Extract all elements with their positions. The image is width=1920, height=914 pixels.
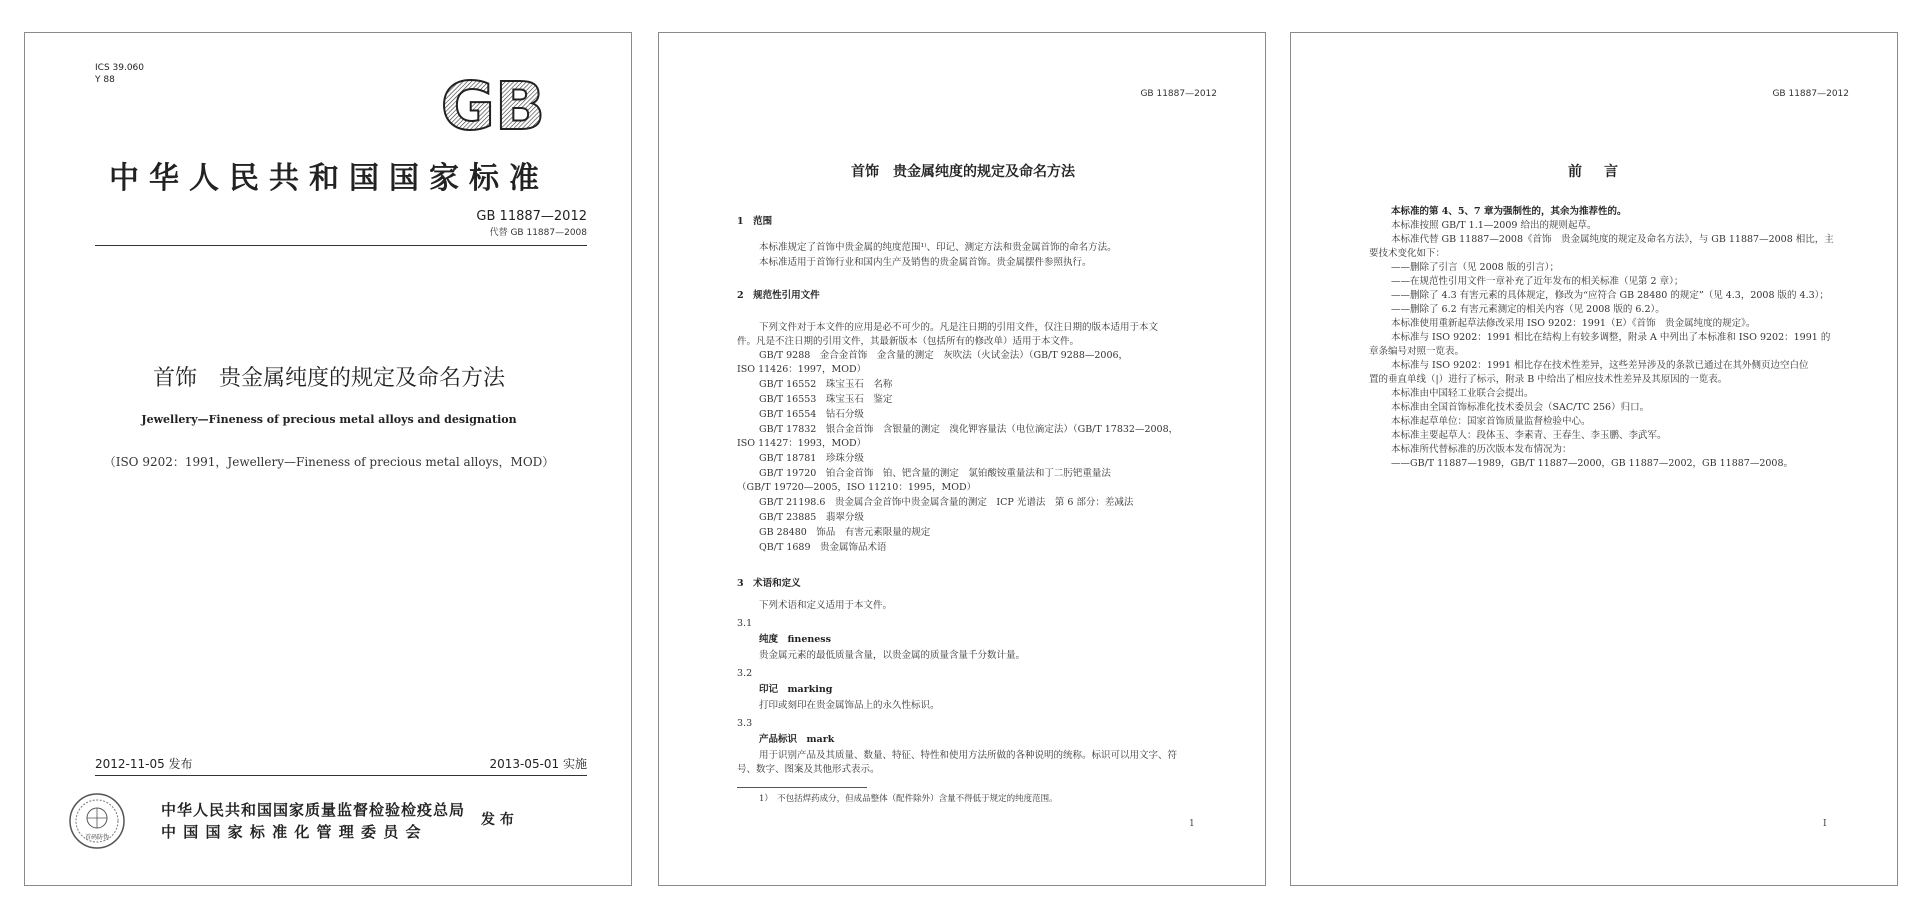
section-heading: 3 术语和定义 — [737, 578, 801, 589]
term-name: 产品标识 mark — [759, 734, 835, 745]
term-number: 3.2 — [737, 668, 753, 679]
seal-text: 首码防伪 — [84, 834, 110, 841]
ccs-code: Y 88 — [95, 75, 115, 85]
paragraph-line: 本标准所代替标准的历次版本发布情况为： — [1391, 444, 1572, 455]
term-name: 印记 marking — [759, 684, 833, 695]
paragraph-line: 要技术变化如下： — [1369, 248, 1446, 259]
section-heading: 2 规范性引用文件 — [737, 290, 820, 301]
paragraph-line: 本标准规定了首饰中贵金属的纯度范围¹⁾、印记、测定方法和贵金属首饰的命名方法。 — [759, 242, 1117, 253]
change-item: ——删除了引言（见 2008 版的引言）； — [1391, 262, 1559, 273]
content-page-1 — [658, 32, 1266, 886]
page-title: 前 言 — [1568, 164, 1622, 180]
paragraph-line: 本标准的第 4、5、7 章为强制性的，其余为推荐性的。 — [1391, 206, 1627, 217]
paragraph-line: 本标准由全国首饰标准化技术委员会（SAC/TC 256）归口。 — [1391, 402, 1650, 413]
gb-logo — [437, 69, 549, 137]
paragraph-line: 本标准与 ISO 9202：1991 相比在结构上有较多调整，附录 A 中列出了本标准和 ISO 9202：1991 的 — [1391, 332, 1831, 343]
page-header: GB 11887—2012 — [1772, 89, 1849, 99]
issuing-organization-2: 中 国 国 家 标 准 化 管 理 委 员 会 — [161, 823, 422, 841]
reference-item: GB/T 17832 银合金首饰 含银量的测定 溴化钾容量法（电位滴定法）（GB/T 17832—2008， — [759, 424, 1179, 435]
cover-page — [24, 32, 632, 886]
iso-reference: （ISO 9202：1991，Jewellery—Fineness of precious metal alloys，MOD） — [103, 455, 555, 469]
term-definition: 号、数字、图案及其他形式表示。 — [737, 764, 880, 775]
paragraph-line: 件。凡是不注日期的引用文件，其最新版本（包括所有的修改单）适用于本文件。 — [737, 336, 1080, 347]
reference-item: ISO 11426：1997，MOD） — [737, 364, 867, 375]
page-number: I — [1823, 819, 1827, 829]
paragraph-line: 本标准起草单位：国家首饰质量监督检验中心。 — [1391, 416, 1591, 427]
reference-item: GB/T 9288 金合金首饰 金含量的测定 灰吹法（火试金法）（GB/T 9288—2006， — [759, 350, 1129, 361]
page-header: GB 11887—2012 — [1140, 89, 1217, 99]
term-name: 纯度 fineness — [759, 634, 832, 645]
replaces-standard: 代替 GB 11887—2008 — [489, 228, 587, 238]
reference-item: GB/T 16554 钻石分级 — [759, 409, 864, 420]
version-history: ——GB/T 11887—1989，GB/T 11887—2000，GB 11887—2002，GB 11887—2008。 — [1391, 458, 1794, 469]
standard-number: GB 11887—2012 — [476, 209, 587, 224]
paragraph-line: 本标准与 ISO 9202：1991 相比存在技术性差异，这些差异涉及的条款已通过在其外侧页边空白位 — [1391, 360, 1809, 371]
reference-item: GB/T 16552 珠宝玉石 名称 — [759, 379, 893, 390]
page-title: 首饰 贵金属纯度的规定及命名方法 — [851, 164, 1075, 180]
reference-item: GB/T 21198.6 贵金属合金首饰中贵金属含量的测定 ICP 光谱法 第 6 部分：差减法 — [759, 497, 1134, 508]
paragraph-line: 本标准主要起草人：段体玉、李素青、王春生、李玉鹏、李武军。 — [1391, 430, 1667, 441]
issuing-organization-1: 中华人民共和国国家质量监督检验检疫总局 — [161, 801, 466, 819]
national-standard-title: 中华人民共和国国家标准 — [109, 161, 549, 196]
paragraph-line: 本标准代替 GB 11887—2008《首饰 贵金属纯度的规定及命名方法》，与 GB 11887—2008 相比，主 — [1391, 234, 1834, 245]
ics-code: ICS 39.060 — [95, 63, 145, 73]
term-number: 3.3 — [737, 718, 753, 729]
implement-date: 2013-05-01 实施 — [489, 757, 587, 771]
paragraph-line: 本标准按照 GB/T 1.1—2009 给出的规则起草。 — [1391, 220, 1597, 231]
term-number: 3.1 — [737, 618, 753, 629]
term-definition: 打印或刻印在贵金属饰品上的永久性标识。 — [759, 700, 940, 711]
reference-item: GB/T 18781 珍珠分级 — [759, 453, 864, 464]
reference-item: ISO 11427：1993，MOD） — [737, 438, 867, 449]
reference-item: GB/T 23885 翡翠分级 — [759, 512, 864, 523]
issue-date: 2012-11-05 发布 — [95, 757, 193, 771]
reference-item: GB/T 16553 珠宝玉石 鉴定 — [759, 394, 893, 405]
reference-item: QB/T 1689 贵金属饰品术语 — [759, 542, 887, 553]
reference-item: GB/T 19720 铂合金首饰 铂、钯含量的测定 氯铂酸铵重量法和丁二肟钯重量法 — [759, 468, 1111, 479]
footnote: 1） 不包括焊药成分，但成品整体（配件除外）含量不得低于规定的纯度范围。 — [759, 794, 1058, 804]
header-divider — [95, 245, 587, 246]
change-item: ——删除了 4.3 有害元素的具体规定，修改为“应符合 GB 28480 的规定”（见 4.3，2008 版的 4.3）； — [1391, 290, 1829, 301]
change-item: ——删除了 6.2 有害元素测定的相关内容（见 2008 版的 6.2）。 — [1391, 304, 1665, 315]
term-definition: 用于识别产品及其质量、数量、特征、特性和使用方法所做的各种说明的统称。标识可以用文字、符 — [759, 750, 1178, 761]
paragraph-line: 下列文件对于本文件的应用是必不可少的。凡是注日期的引用文件，仅注日期的版本适用于本文 — [759, 322, 1159, 333]
paragraph-line: 置的垂直单线（|）进行了标示，附录 B 中给出了相应技术性差异及其原因的一览表。 — [1369, 374, 1728, 385]
reference-item: （GB/T 19720—2005，ISO 11210：1995，MOD） — [737, 482, 977, 493]
anti-counterfeit-seal-icon — [67, 791, 127, 851]
paragraph-line: 本标准适用于首饰行业和国内生产及销售的贵金属首饰。贵金属摆件参照执行。 — [759, 257, 1092, 268]
title-chinese: 首饰 贵金属纯度的规定及命名方法 — [152, 366, 505, 391]
change-item: ——在规范性引用文件一章补充了近年发布的相关标准（见第 2 章）； — [1391, 276, 1684, 287]
title-english: Jewellery—Fineness of precious metal alloys and designation — [141, 413, 517, 426]
paragraph-line: 下列术语和定义适用于本文件。 — [759, 600, 893, 611]
term-definition: 贵金属元素的最低质量含量，以贵金属的质量含量千分数计量。 — [759, 650, 1026, 661]
section-heading: 1 范围 — [737, 216, 773, 227]
foreword-page — [1290, 32, 1898, 886]
footer-divider — [95, 775, 587, 776]
reference-item: GB 28480 饰品 有害元素限量的规定 — [759, 527, 931, 538]
page-number: 1 — [1189, 819, 1195, 829]
publish-label: 发 布 — [481, 812, 514, 828]
paragraph-line: 本标准由中国轻工业联合会提出。 — [1391, 388, 1534, 399]
paragraph-line: 本标准使用重新起草法修改采用 ISO 9202：1991（E）《首饰 贵金属纯度的规定》。 — [1391, 318, 1756, 329]
paragraph-line: 章条编号对照一览表。 — [1369, 346, 1465, 357]
gb-logo-text: GB — [440, 69, 546, 137]
footnote-divider — [737, 787, 867, 788]
